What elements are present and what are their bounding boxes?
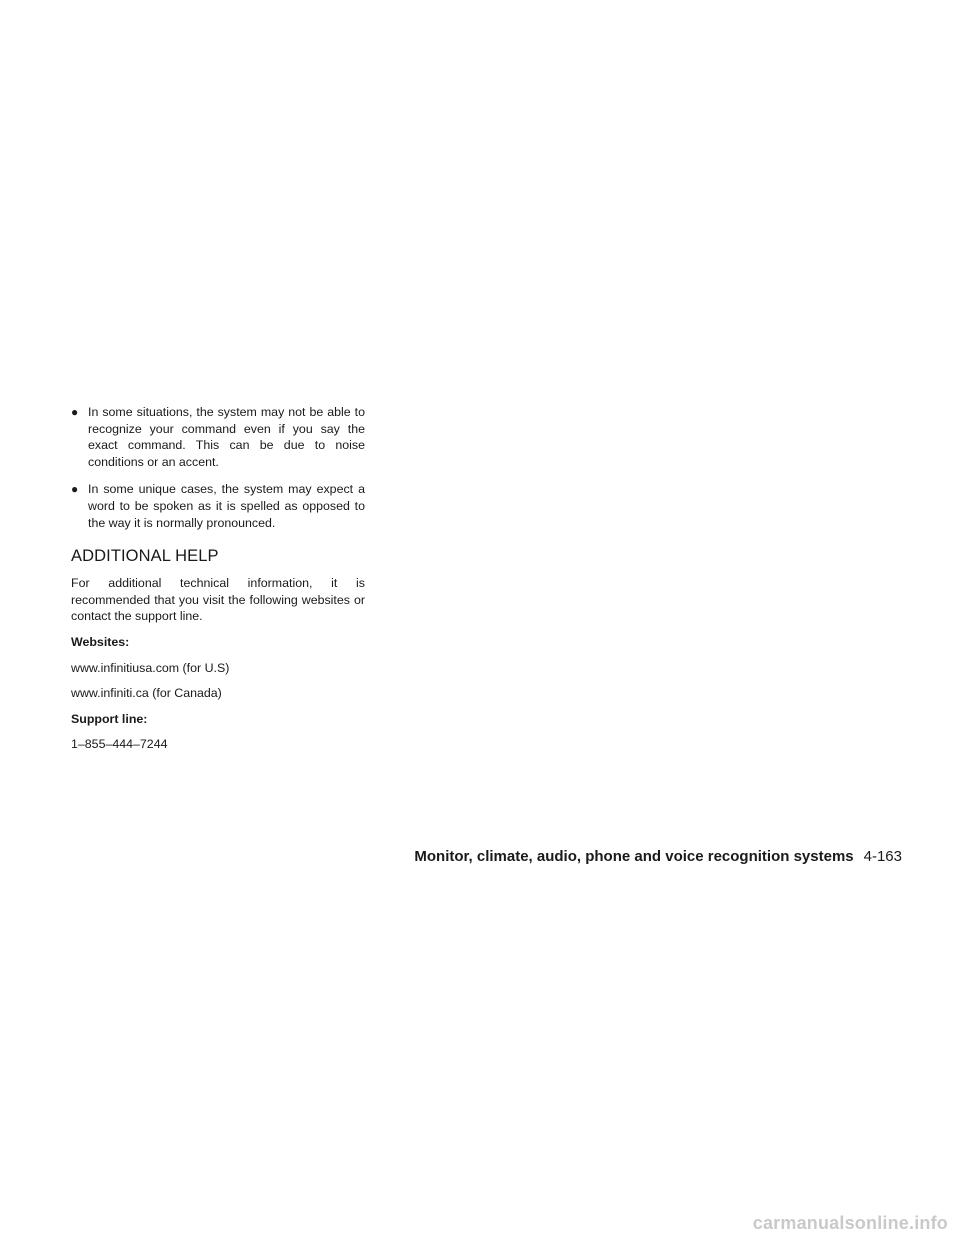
page-footer <box>0 848 902 866</box>
website-us: www.infinitiusa.com (for U.S) <box>71 660 230 675</box>
page-number: 4-163 <box>863 848 902 865</box>
bullet-list <box>71 404 365 531</box>
bullet-text: In some unique cases, the system may expect a word to be spoken as it is spelled as opposed to the way it is normally pronounced. <box>88 482 365 530</box>
section-heading: ADDITIONAL HELP <box>71 547 219 566</box>
websites-label: Websites: <box>71 634 130 649</box>
watermark: carmanualsonline.info <box>752 1213 948 1233</box>
bullet-text: In some situations, the system may not be able to recognize your command even if you say the exact command. This can be due to noise conditions or an accent. <box>88 405 365 469</box>
support-label: Support line: <box>71 711 148 726</box>
footer-title: Monitor, climate, audio, phone and voice recognition systems <box>414 848 854 865</box>
support-number: 1–855–444–7244 <box>71 737 168 752</box>
list-item <box>71 404 365 470</box>
list-item <box>71 481 365 531</box>
bullet-icon: ● <box>71 482 79 497</box>
text-column <box>71 404 365 762</box>
intro-paragraph: For additional technical information, it is recommended that you visit the following websites or contact the support line. <box>71 576 365 624</box>
website-canada: www.infiniti.ca (for Canada) <box>71 686 222 701</box>
bullet-icon: ● <box>71 405 79 419</box>
